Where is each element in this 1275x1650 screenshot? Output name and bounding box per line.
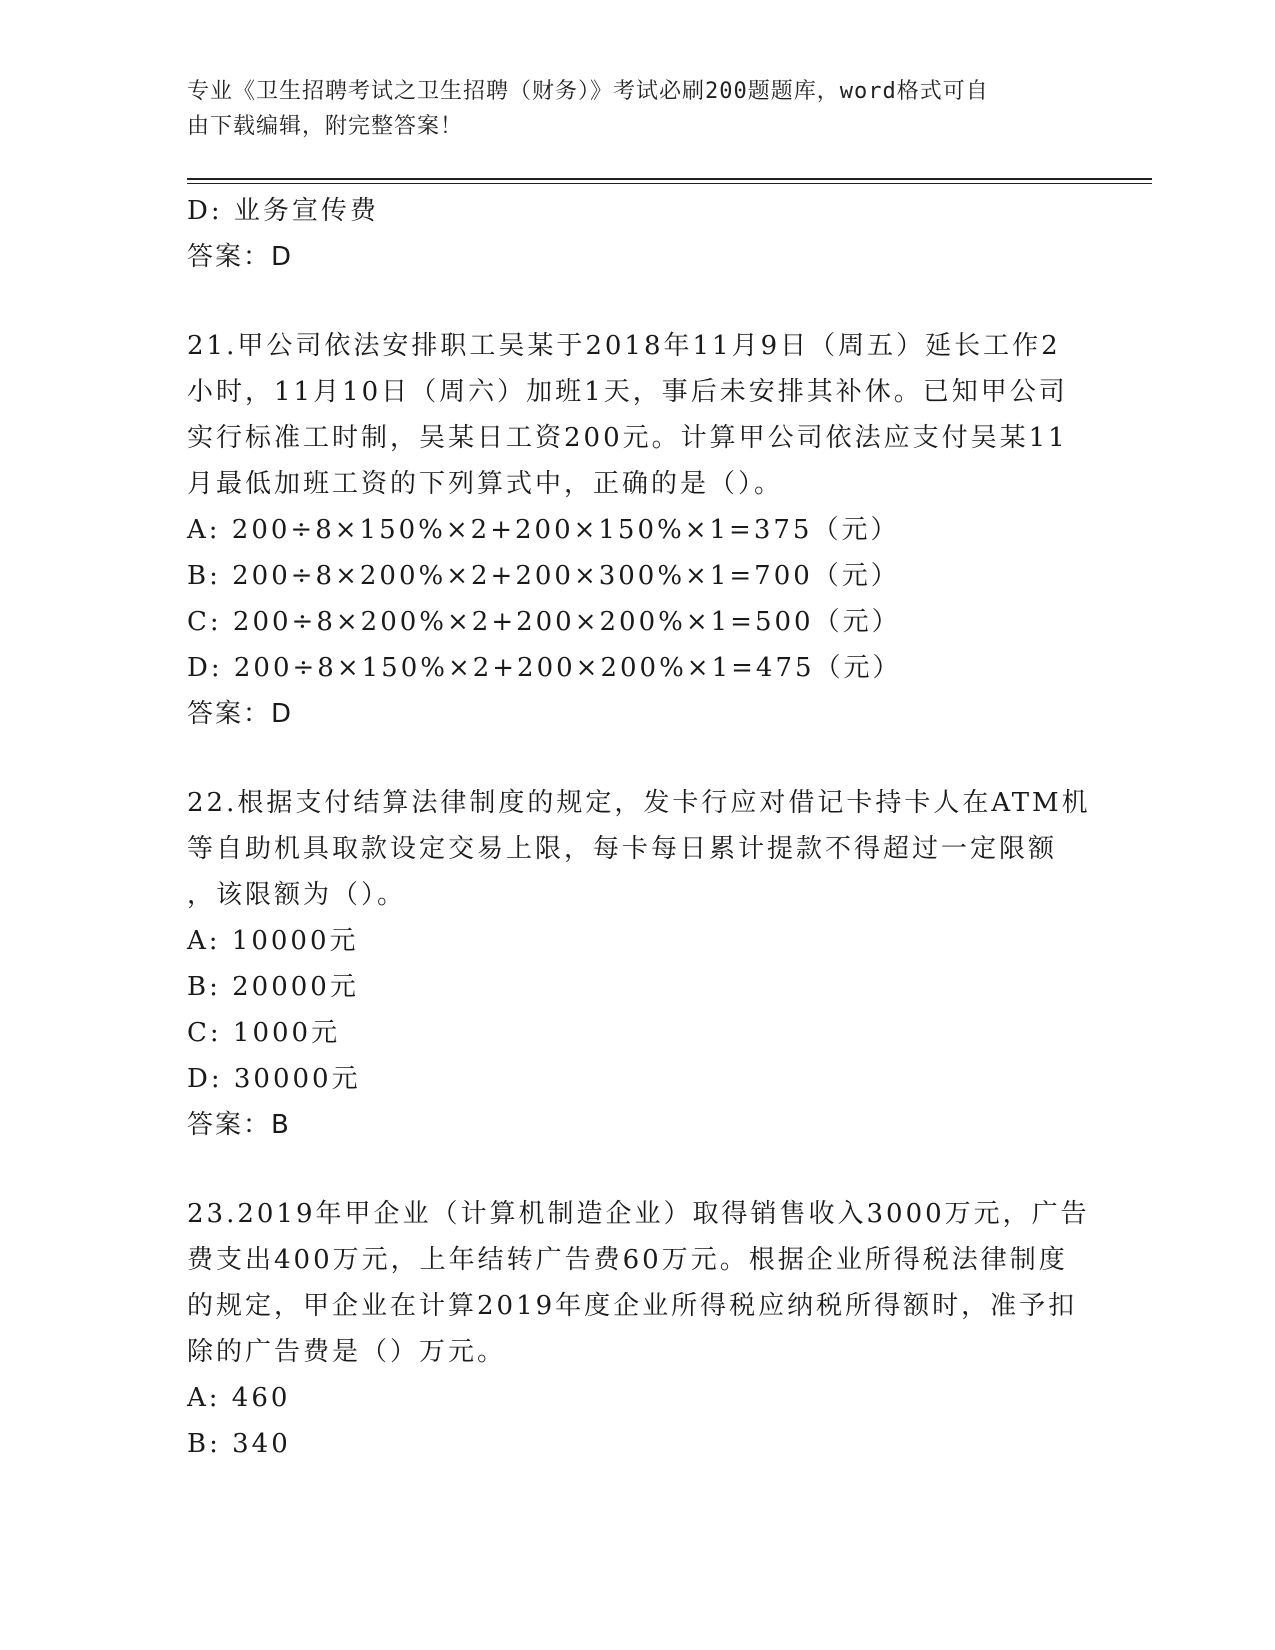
option-d: D: 30000元	[187, 1064, 361, 1094]
question-stem-line: 月最低加班工资的下列算式中，正确的是（）。	[187, 469, 784, 499]
header-divider-thin	[187, 183, 1152, 184]
spacer	[187, 1148, 1092, 1191]
previous-question-tail	[187, 188, 1092, 280]
question-23	[187, 1191, 1092, 1467]
question-stem-line: ，该限额为（）。	[187, 880, 407, 910]
option-a: A: 10000元	[187, 926, 359, 956]
spacer	[187, 280, 1092, 323]
option-b: B: 200÷8×200%×2+200×300%×1=700（元）	[187, 561, 900, 591]
answer-line: 答案：B	[187, 1110, 291, 1140]
header-divider-thick	[187, 178, 1152, 180]
answer-line: 答案：D	[187, 242, 294, 272]
option-b: B: 340	[187, 1429, 291, 1459]
question-22	[187, 780, 1092, 1148]
answer-line: 答案：D	[187, 699, 294, 729]
document-header	[187, 74, 1067, 144]
question-21	[187, 323, 1092, 737]
option-d: D: 业务宣传费	[187, 196, 379, 226]
document-body	[187, 188, 1092, 1467]
header-line-2: 由下载编辑，附完整答案！	[187, 114, 464, 139]
question-stem-line: 23.2019年甲企业（计算机制造企业）取得销售收入3000万元，广告	[187, 1199, 1090, 1229]
option-a: A: 200÷8×150%×2+200×150%×1=375（元）	[187, 515, 900, 545]
question-stem-line: 21.甲公司依法安排职工吴某于2018年11月9日（周五）延长工作2	[187, 331, 1061, 361]
question-stem-line: 22.根据支付结算法律制度的规定，发卡行应对借记卡持卡人在ATM机	[187, 788, 1091, 818]
question-stem-line: 费支出400万元，上年结转广告费60万元。根据企业所得税法律制度	[187, 1245, 1068, 1275]
option-d: D: 200÷8×150%×2+200×200%×1=475（元）	[187, 653, 902, 683]
option-c: C: 200÷8×200%×2+200×200%×1=500（元）	[187, 607, 901, 637]
spacer	[187, 737, 1092, 780]
option-a: A: 460	[187, 1383, 291, 1413]
header-line-1: 专业《卫生招聘考试之卫生招聘（财务）》考试必刷200题题库，word格式可自	[187, 79, 989, 104]
option-b: B: 20000元	[187, 972, 359, 1002]
question-stem-line: 实行标准工时制，吴某日工资200元。计算甲公司依法应支付吴某11	[187, 423, 1068, 453]
question-stem-line: 除的广告费是（）万元。	[187, 1337, 507, 1367]
question-stem-line: 的规定，甲企业在计算2019年度企业所得税应纳税所得额时，准予扣	[187, 1291, 1078, 1321]
question-stem-line: 等自助机具取款设定交易上限，每卡每日累计提款不得超过一定限额	[187, 834, 1058, 864]
question-stem-line: 小时，11月10日（周六）加班1天，事后未安排其补休。已知甲公司	[187, 377, 1068, 407]
option-c: C: 1000元	[187, 1018, 341, 1048]
